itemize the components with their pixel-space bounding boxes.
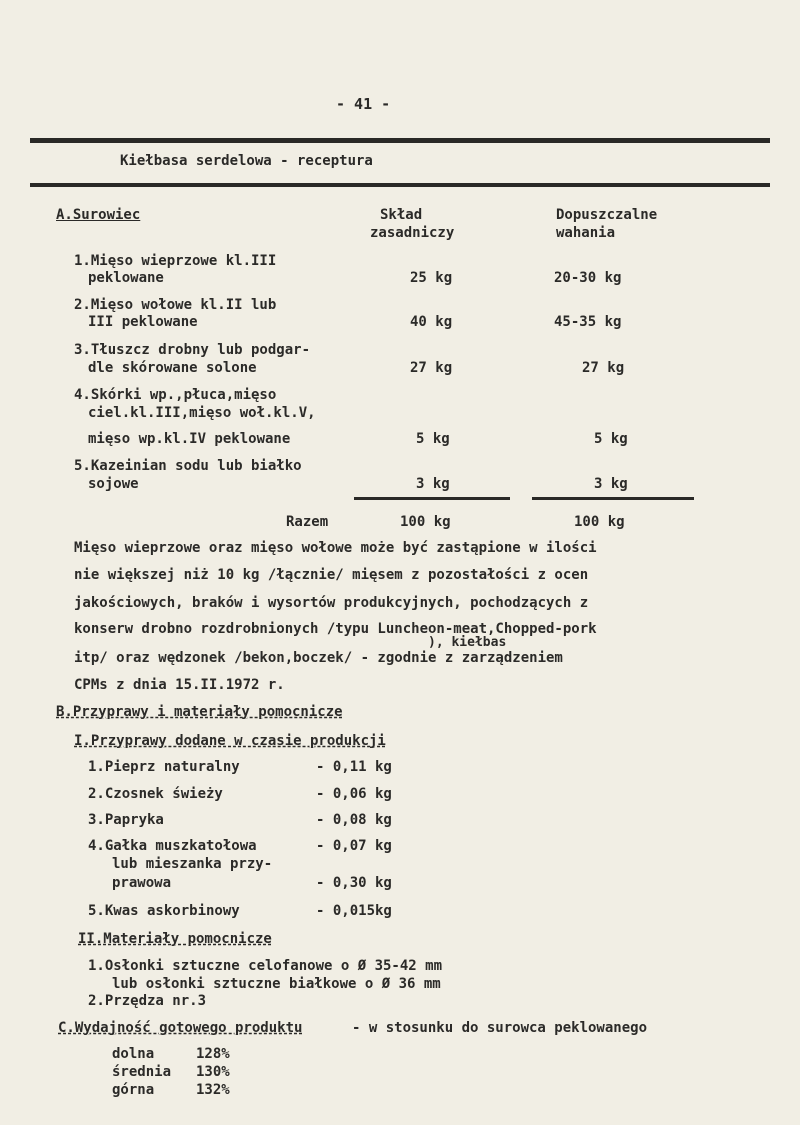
yield-value-2: 130% (196, 1064, 230, 1080)
spice-4-qty: - 0,07 kg (316, 838, 392, 854)
page-number: - 41 - (336, 95, 391, 113)
row-1-wahania: 20-30 kg (554, 270, 622, 286)
total-sklad: 100 kg (400, 514, 451, 530)
spice-5: 5.Kwas askorbinowy (88, 903, 240, 919)
row-1-line2: peklowane (88, 270, 164, 286)
row-4-line3: mięso wp.kl.IV peklowane (88, 431, 291, 447)
row-1-sklad: 25 kg (410, 270, 453, 286)
yield-label-2: średnia (112, 1064, 172, 1080)
paragraph-line-6: CPMs z dnia 15.II.1972 r. (74, 677, 285, 693)
title-rule (30, 183, 770, 187)
row-3-sklad: 27 kg (410, 360, 453, 376)
section-b-sub1: I.Przyprawy dodane w czasie produkcji (74, 733, 386, 749)
row-3-wahania: 27 kg (582, 360, 625, 376)
col-sklad-2: zasadniczy (370, 225, 455, 241)
spice-1: 1.Pieprz naturalny (88, 759, 240, 775)
total-wahania: 100 kg (574, 514, 625, 530)
section-c-heading-rest: - w stosunku do surowca peklowanego (352, 1020, 648, 1036)
sum-rule-wahania (532, 497, 694, 500)
row-2-line2: III peklowane (88, 314, 198, 330)
col-sklad-1: Skład (380, 207, 423, 223)
sum-rule-sklad (354, 497, 510, 500)
paragraph-line-4: konserw drobno rozdrobnionych /typu Luncheon-meat,Chopped-pork (74, 621, 597, 637)
row-3-line1: 3.Tłuszcz drobny lub podgar- (74, 342, 311, 358)
col-dop-2: wahania (556, 225, 616, 241)
spice-3: 3.Papryka (88, 812, 164, 828)
paragraph-line-5: itp/ oraz wędzonek /bekon,boczek/ - zgodnie z zarządzeniem (74, 650, 563, 666)
row-3-line2: dle skórowane solone (88, 360, 257, 376)
spice-2: 2.Czosnek świeży (88, 786, 223, 802)
col-dop-1: Dopuszczalne (556, 207, 658, 223)
section-b-sub2: II.Materiały pomocnicze (78, 931, 272, 947)
spice-4-line2: lub mieszanka przy- (112, 856, 273, 872)
row-2-sklad: 40 kg (410, 314, 453, 330)
spice-4-qty2: - 0,30 kg (316, 875, 392, 891)
spice-3-qty: - 0,08 kg (316, 812, 392, 828)
paragraph-line-2: nie większej niż 10 kg /łącznie/ mięsem z pozostałości z ocen (74, 567, 589, 583)
spice-1-qty: - 0,11 kg (316, 759, 392, 775)
row-4-wahania: 5 kg (594, 431, 628, 447)
section-c-heading: C.Wydajność gotowego produktu (58, 1020, 303, 1036)
row-4-line2: ciel.kl.III,mięso woł.kl.V, (88, 405, 316, 421)
row-5-wahania: 3 kg (594, 476, 628, 492)
row-2-line1: 2.Mięso wołowe kl.II lub (74, 297, 277, 313)
paragraph-line-3: jakościowych, braków i wysortów produkcyjnych, pochodzących z (74, 595, 589, 611)
paragraph-line-4b: ), kiełbas (428, 635, 507, 650)
row-5-line2: sojowe (88, 476, 139, 492)
page-title: Kiełbasa serdelowa - receptura (120, 153, 373, 169)
paragraph-line-1: Mięso wieprzowe oraz mięso wołowe może być zastąpione w ilości (74, 540, 597, 556)
yield-value-3: 132% (196, 1082, 230, 1098)
row-5-line1: 5.Kazeinian sodu lub białko (74, 458, 302, 474)
yield-label-1: dolna (112, 1046, 155, 1062)
row-5-sklad: 3 kg (416, 476, 450, 492)
material-2: 2.Przędza nr.3 (88, 993, 207, 1009)
row-2-wahania: 45-35 kg (554, 314, 622, 330)
row-1-line1: 1.Mięso wieprzowe kl.III (74, 253, 277, 269)
material-1: 1.Osłonki sztuczne celofanowe o Ø 35-42 mm (88, 958, 443, 974)
top-rule (30, 138, 770, 143)
row-4-sklad: 5 kg (416, 431, 450, 447)
yield-value-1: 128% (196, 1046, 230, 1062)
material-1b: lub osłonki sztuczne białkowe o Ø 36 mm (112, 976, 441, 992)
spice-4-line3: prawowa (112, 875, 172, 891)
spice-4-line1: 4.Gałka muszkatołowa (88, 838, 257, 854)
total-label: Razem (286, 514, 329, 530)
yield-label-3: górna (112, 1082, 155, 1098)
spice-2-qty: - 0,06 kg (316, 786, 392, 802)
row-4-line1: 4.Skórki wp.,płuca,mięso (74, 387, 277, 403)
section-a-heading: A.Surowiec (56, 207, 141, 223)
spice-5-qty: - 0,015kg (316, 903, 392, 919)
section-b-heading: B.Przyprawy i materiały pomocnicze (56, 704, 343, 720)
